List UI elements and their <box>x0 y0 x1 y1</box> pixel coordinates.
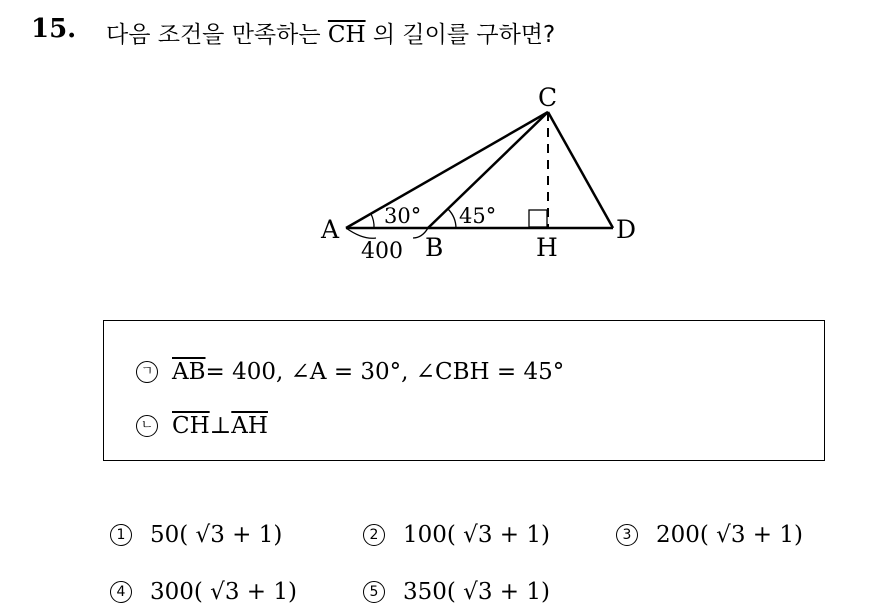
label-h: H <box>536 233 558 262</box>
choice-marker-3: 3 <box>616 524 638 546</box>
question-segment-ch: $\overline{CH}$ <box>327 22 366 48</box>
condition-1 <box>136 359 564 385</box>
label-b: B <box>425 233 444 262</box>
condition-1-segment: $\overline{AB}$ <box>172 359 206 385</box>
choice-1-text: 50( √3 + 1) <box>150 522 283 548</box>
choice-3-text: 200( √3 + 1) <box>656 522 803 548</box>
triangle-figure <box>318 80 648 270</box>
question-number: 15. <box>31 14 77 44</box>
choice-2[interactable] <box>363 522 550 548</box>
question-text-after: 의 길이를 구하면? <box>365 22 556 48</box>
condition-marker-1: ㄱ <box>136 361 158 383</box>
question-text <box>106 16 555 49</box>
angle-b-arc <box>448 209 456 228</box>
choice-3[interactable] <box>616 522 803 548</box>
choice-marker-2: 2 <box>363 524 385 546</box>
label-c: C <box>538 83 558 112</box>
choice-2-text: 100( √3 + 1) <box>403 522 550 548</box>
label-a: A <box>321 215 340 244</box>
length-ab-label: 400 <box>361 239 403 264</box>
question-text-before: 다음 조건을 만족하는 <box>106 22 328 48</box>
choice-marker-5: 5 <box>363 581 385 603</box>
angle-b-label: 45° <box>459 204 497 228</box>
right-angle-mark <box>529 210 547 227</box>
condition-2 <box>136 413 268 439</box>
condition-2-segment-1: $\overline{CH}$ <box>172 413 210 439</box>
segment-cd <box>548 112 613 228</box>
angle-a-label: 30° <box>384 204 422 228</box>
choice-5-text: 350( √3 + 1) <box>403 579 550 605</box>
choice-marker-4: 4 <box>110 581 132 603</box>
angle-a-arc <box>371 214 374 228</box>
condition-marker-2: ㄴ <box>136 415 158 437</box>
choice-4-text: 300( √3 + 1) <box>150 579 297 605</box>
choice-marker-1: 1 <box>110 524 132 546</box>
condition-2-segment-2: $\overline{AH}$ <box>231 413 268 439</box>
condition-2-perp: ⊥ <box>209 413 232 439</box>
label-d: D <box>616 215 637 244</box>
choice-5[interactable] <box>363 579 550 605</box>
conditions-box <box>103 320 825 461</box>
length-ab-brace <box>346 228 428 238</box>
choice-1[interactable] <box>110 522 282 548</box>
choice-4[interactable] <box>110 579 297 605</box>
condition-1-text: = 400, ∠A = 30°, ∠CBH = 45° <box>205 359 565 385</box>
answer-choices <box>110 522 830 612</box>
